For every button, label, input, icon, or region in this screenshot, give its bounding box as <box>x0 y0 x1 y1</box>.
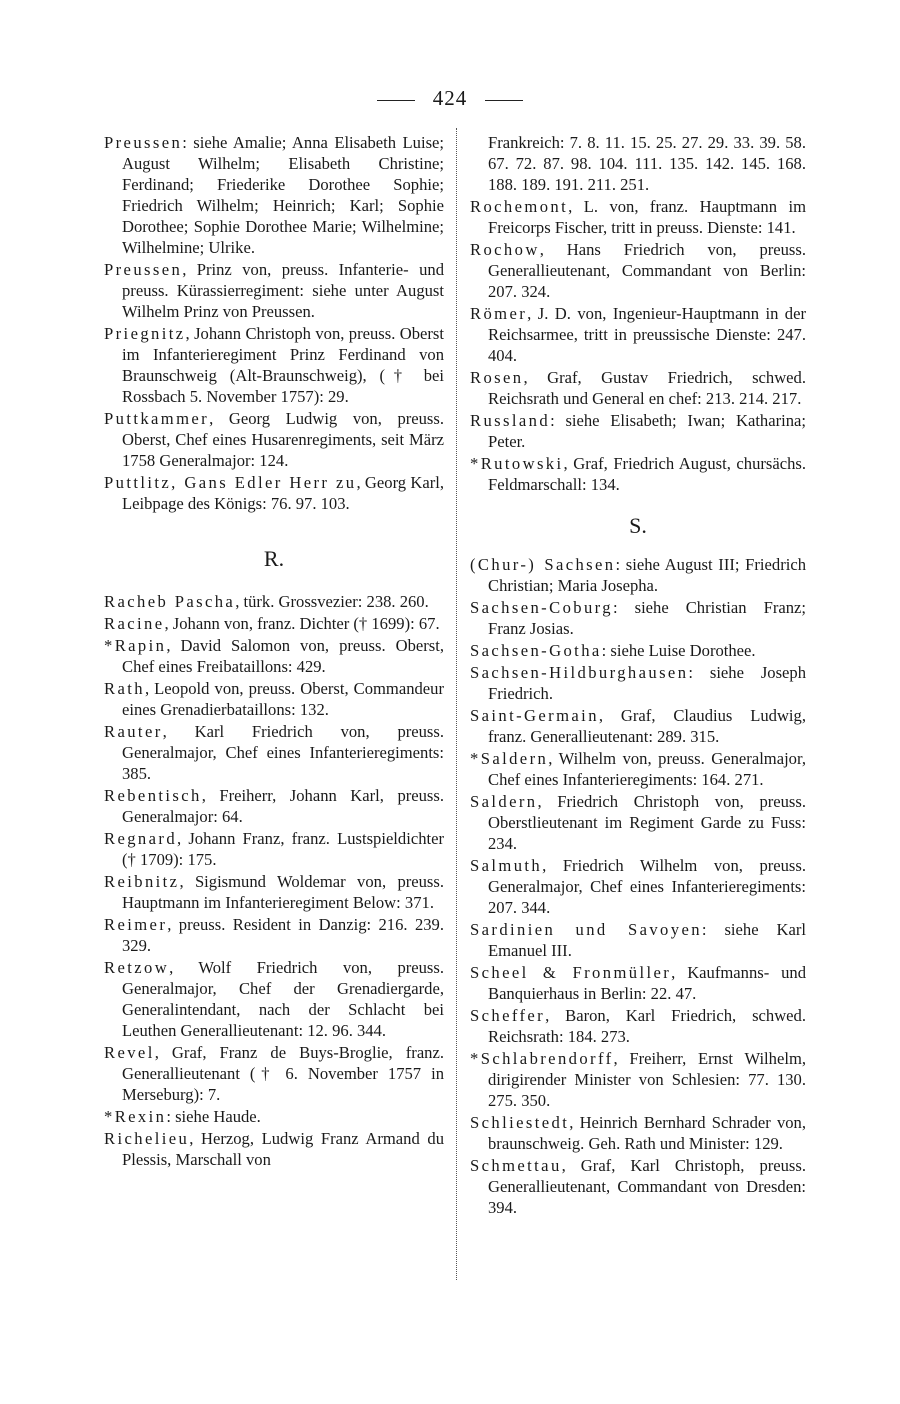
entry-headword: Russland <box>470 411 551 430</box>
entry-headword: Sachsen-Coburg <box>470 598 613 617</box>
index-entry <box>104 914 444 956</box>
entry-text: , Leopold von, preuss. Oberst, Commandeur eines Grenadierbataillons: 132. <box>122 679 444 719</box>
index-entry <box>470 919 806 961</box>
entry-headword: Rosen <box>470 368 524 387</box>
entry-text: , Herzog, Ludwig Franz Armand du Plessis, Marschall von <box>122 1129 444 1169</box>
entry-headword: Schmettau <box>470 1156 562 1175</box>
index-entry <box>470 1155 806 1218</box>
entry-text: : siehe Luise Dorothee. <box>601 641 756 660</box>
entry-headword: Rebentisch <box>104 786 202 805</box>
entry-text: , türk. Grossvezier: 238. 260. <box>235 592 429 611</box>
index-entry-continuation: Frankreich: 7. 8. 11. 15. 25. 27. 29. 33. 39. 58. 67. 72. 87. 98. 104. 111. 135. 142. 145. 168. 188. 189. 191. 211. 251. <box>488 133 806 194</box>
entry-headword: Puttlitz, Gans Edler Herr zu <box>104 473 357 492</box>
entry-text: , Freiherr, Johann Karl, preuss. Generalmajor: 64. <box>122 786 444 826</box>
entry-text: , Kaufmanns- und Banquierhaus in Berlin: 22. 47. <box>488 963 806 1003</box>
index-entry <box>104 1042 444 1105</box>
entry-headword: Saint-Germain <box>470 706 599 725</box>
index-entry <box>104 1128 444 1170</box>
left-column <box>104 132 444 1171</box>
entry-headword: Salmuth <box>470 856 543 875</box>
page-number: 424 <box>432 86 468 110</box>
entry-text: : siehe Joseph Friedrich. <box>488 663 806 703</box>
entry-text: : siehe Christian Franz; Franz Josias. <box>488 598 806 638</box>
entry-text: , Prinz von, preuss. Infanterie- und preuss. Kürassierregiment: siehe unter August Wilhelm Prinz von Preussen. <box>122 260 444 321</box>
entry-headword: Racheb Pascha <box>104 592 236 611</box>
entry-text: , Freiherr, Ernst Wilhelm, dirigirender Minister von Schlesien: 77. 130. 275. 350. <box>488 1049 806 1110</box>
entry-headword: Rath <box>104 679 145 698</box>
index-entry <box>470 239 806 302</box>
index-entry <box>104 678 444 720</box>
index-entry <box>104 472 444 514</box>
index-entry <box>470 554 806 596</box>
entry-headword: *Rutowski <box>470 454 564 473</box>
index-entry <box>470 662 806 704</box>
index-entry <box>470 791 806 854</box>
entry-text: , J. D. von, Ingenieur-Hauptmann in der Reichsarmee, tritt in preussische Dienste: 247. 404. <box>488 304 806 365</box>
index-entry <box>104 1106 444 1127</box>
index-entry <box>104 828 444 870</box>
index-entry <box>470 705 806 747</box>
index-entry <box>470 962 806 1004</box>
section-letter-s: S. <box>629 513 647 538</box>
entry-headword: Schliestedt <box>470 1113 570 1132</box>
entry-text: , Wilhelm von, preuss. Generalmajor, Chef eines Infanterieregiments: 164. 271. <box>488 749 806 789</box>
entry-text: , Heinrich Bernhard Schrader von, braunschweig. Geh. Rath und Minister: 129. <box>488 1113 806 1153</box>
entry-text: , Graf, Franz de Buys-Broglie, franz. Generallieutenant († 6. November 1757 in Merseburg): 7. <box>122 1043 444 1104</box>
entry-text: , Johann Franz, franz. Lustspieldichter († 1709): 175. <box>122 829 444 869</box>
entry-text: , Friedrich Wilhelm von, preuss. Generalmajor, Chef eines Infanterieregiments: 207. 344. <box>488 856 806 917</box>
header-rule-left <box>377 100 415 101</box>
entry-headword: Scheel & Fronmüller <box>470 963 672 982</box>
index-entry <box>104 408 444 471</box>
entry-text: , Friedrich Christoph von, preuss. Oberstlieutenant im Regiment Garde zu Fuss: 234. <box>488 792 806 853</box>
entry-headword: (Chur-) Sachsen <box>470 555 616 574</box>
index-entry <box>470 410 806 452</box>
index-entry <box>470 1005 806 1047</box>
entry-headword: Sardinien und Savoyen <box>470 920 702 939</box>
column-divider <box>456 128 457 1280</box>
entry-text: , Georg Karl, Leibpage des Königs: 76. 97. 103. <box>122 473 445 513</box>
entry-headword: *Schlabrendorff <box>470 1049 614 1068</box>
entry-headword: Römer <box>470 304 528 323</box>
page-header <box>0 86 900 111</box>
entry-text: , Graf, Karl Christoph, preuss. Generallieutenant, Commandant von Dresden: 394. <box>488 1156 806 1217</box>
index-entry <box>470 196 806 238</box>
entry-headword: *Rapin <box>104 636 167 655</box>
index-entry <box>470 367 806 409</box>
index-entry <box>470 640 806 661</box>
entry-headword: *Saldern <box>470 749 549 768</box>
index-entry <box>104 591 444 612</box>
entry-headword: Scheffer <box>470 1006 546 1025</box>
index-entry <box>104 871 444 913</box>
entry-headword: Preussen <box>104 133 183 152</box>
entry-headword: *Rexin <box>104 1107 167 1126</box>
entry-text: , Graf, Claudius Ludwig, franz. Generallieutenant: 289. 315. <box>488 706 806 746</box>
entry-headword: Sachsen-Gotha <box>470 641 602 660</box>
index-entry <box>470 1112 806 1154</box>
header-rule-right <box>485 100 523 101</box>
index-entry <box>104 785 444 827</box>
entry-text: , Sigismund Woldemar von, preuss. Hauptmann im Infanterieregiment Below: 371. <box>122 872 444 912</box>
entry-text: , Johann von, franz. Dichter († 1699): 67. <box>164 614 440 633</box>
entry-text: , preuss. Resident in Danzig: 216. 239. 329. <box>122 915 444 955</box>
index-entry <box>470 303 806 366</box>
entry-text: : siehe Elisabeth; Iwan; Katharina; Peter. <box>488 411 806 451</box>
entry-headword: Priegnitz <box>104 324 186 343</box>
entry-text: , David Salomon von, preuss. Oberst, Chef eines Freibataillons: 429. <box>122 636 444 676</box>
entry-headword: Reibnitz <box>104 872 180 891</box>
entry-text: , Johann Christoph von, preuss. Oberst im Infanterieregiment Prinz Ferdinand von Braunschweig (Alt-Braunschweig), († bei Rossbach 5. November 1757): 29. <box>122 324 444 406</box>
index-entry <box>470 855 806 918</box>
entry-headword: Rochow <box>470 240 540 259</box>
index-entry <box>104 613 444 634</box>
entry-text: : siehe Amalie; Anna Elisabeth Luise; August Wilhelm; Elisabeth Christine; Ferdinand; Friederike Dorothee Sophie; Friedrich Wilhelm; Heinrich; Karl; Sophie Dorothee; Sophie Dorothee Marie; Wilhelmine; Wilhelmine; Ulrike. <box>122 133 444 257</box>
entry-headword: Richelieu <box>104 1129 190 1148</box>
entry-text: : siehe August III; Friedrich Christian; Maria Josepha. <box>488 555 806 595</box>
entry-text: , Karl Friedrich von, preuss. Generalmajor, Chef eines Infanterieregiments: 385. <box>122 722 444 783</box>
index-entry <box>104 132 444 258</box>
entry-text: , L. von, franz. Hauptmann im Freicorps Fischer, tritt in preuss. Dienste: 141. <box>488 197 806 237</box>
index-entry <box>104 635 444 677</box>
entry-headword: Rochemont <box>470 197 569 216</box>
index-entry <box>104 721 444 784</box>
entry-headword: Saldern <box>470 792 538 811</box>
entry-text: , Georg Ludwig von, preuss. Oberst, Chef eines Husarenregiments, seit März 1758 Generalmajor: 124. <box>122 409 444 470</box>
entry-headword: Rauter <box>104 722 163 741</box>
index-entry <box>104 259 444 322</box>
entry-text: , Graf, Gustav Friedrich, schwed. Reichsrath und General en chef: 213. 214. 217. <box>488 368 806 408</box>
entry-text: , Graf, Friedrich August, chursächs. Feldmarschall: 134. <box>488 454 806 494</box>
entry-headword: Sachsen-Hildburghausen <box>470 663 689 682</box>
entry-headword: Racine <box>104 614 165 633</box>
section-letter-r: R. <box>263 546 285 571</box>
index-entry <box>104 323 444 407</box>
index-entry <box>104 957 444 1041</box>
entry-text: : siehe Haude. <box>166 1107 261 1126</box>
entry-headword: Preussen <box>104 260 183 279</box>
entry-text: , Wolf Friedrich von, preuss. Generalmajor, Chef der Grenadiergarde, Generalintendant, nach der Schlacht bei Leuthen Generallieutenant: 12. 96. 344. <box>122 958 444 1040</box>
right-column <box>470 132 806 1219</box>
index-entry <box>470 1048 806 1111</box>
entry-text: , Hans Friedrich von, preuss. Generallieutenant, Commandant von Berlin: 207. 324. <box>488 240 806 301</box>
entry-headword: Revel <box>104 1043 155 1062</box>
entry-headword: Reimer <box>104 915 168 934</box>
entry-headword: Retzow <box>104 958 170 977</box>
entry-headword: Puttkammer <box>104 409 210 428</box>
entry-text: : siehe Karl Emanuel III. <box>488 920 806 960</box>
entry-text: , Baron, Karl Friedrich, schwed. Reichsrath: 184. 273. <box>488 1006 806 1046</box>
index-entry <box>470 597 806 639</box>
entry-headword: Regnard <box>104 829 178 848</box>
index-entry <box>470 453 806 495</box>
index-entry <box>470 748 806 790</box>
